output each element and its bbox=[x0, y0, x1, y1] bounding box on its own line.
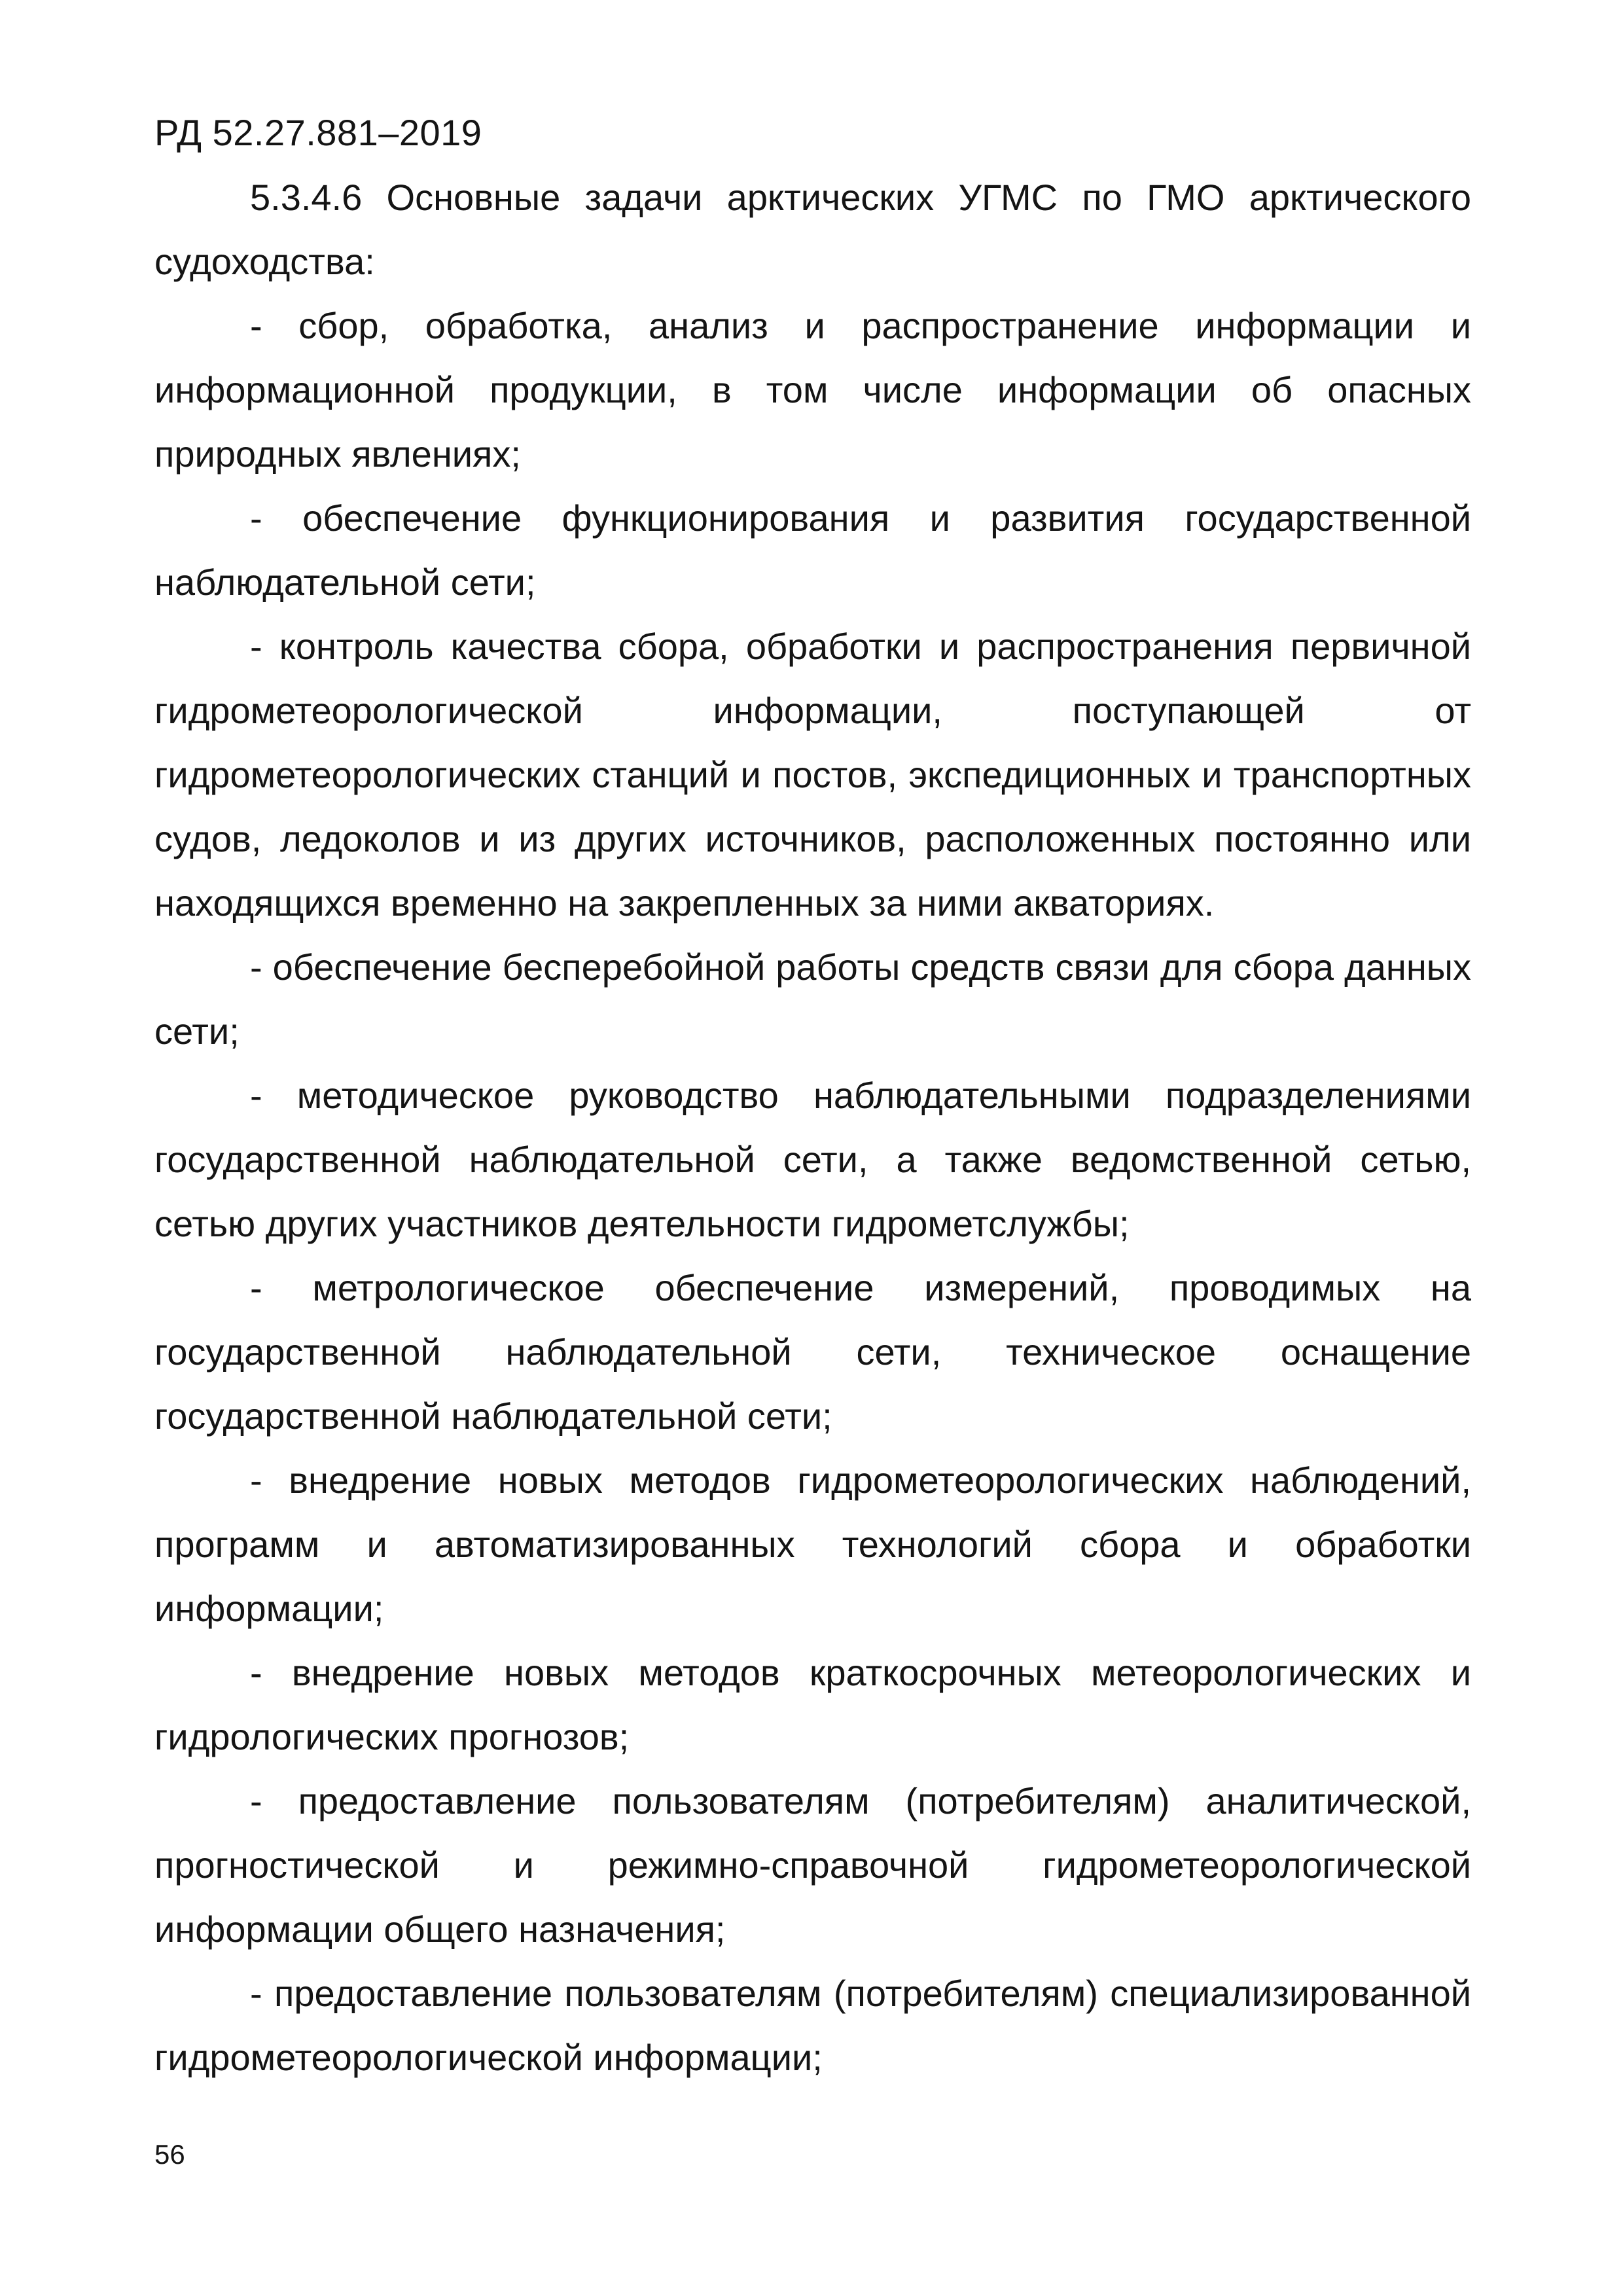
list-item: - предоставление пользователям (потребителям) специализированной гидрометеорологической информации; bbox=[154, 1973, 1471, 2078]
list-item: - метрологическое обеспечение измерений, проводимых на государственной наблюдательной сети, техническое оснащение государственной наблюдательной сети; bbox=[154, 1267, 1471, 1437]
body-text bbox=[154, 166, 1471, 2090]
list-item: - сбор, обработка, анализ и распространение информации и информационной продукции, в том числе информации об опасных природных явлениях; bbox=[154, 305, 1471, 475]
page-number: 56 bbox=[154, 2139, 185, 2170]
list-item: - методическое руководство наблюдательными подразделениями государственной наблюдательной сети, а также ведомственной сетью, сетью других участников деятельности гидрометслужбы; bbox=[154, 1075, 1471, 1244]
list-item: - внедрение новых методов краткосрочных метеорологических и гидрологических прогнозов; bbox=[154, 1652, 1471, 1757]
document-code: РД 52.27.881–2019 bbox=[154, 112, 482, 153]
list-item: - контроль качества сбора, обработки и распространения первичной гидрометеорологической информации, поступающей от гидрометеорологических станций и постов, экспедиционных и транспортных судов, ледоколов и из других источников, расположенных постоянно или находящихся временно на закрепленных за ними акваториях. bbox=[154, 626, 1471, 924]
list-item: - предоставление пользователям (потребителям) аналитической, прогностической и режимно-справочной гидрометеорологической информации общего назначения; bbox=[154, 1780, 1471, 1950]
list-item: - обеспечение функционирования и развития государственной наблюдательной сети; bbox=[154, 497, 1471, 603]
section-heading-paragraph: 5.3.4.6 Основные задачи арктических УГМС по ГМО арктического судоходства: bbox=[154, 177, 1471, 282]
list-item: - обеспечение бесперебойной работы средств связи для сбора данных сети; bbox=[154, 946, 1471, 1052]
list-item: - внедрение новых методов гидрометеорологических наблюдений, программ и автоматизированных технологий сбора и обработки информации; bbox=[154, 1460, 1471, 1629]
